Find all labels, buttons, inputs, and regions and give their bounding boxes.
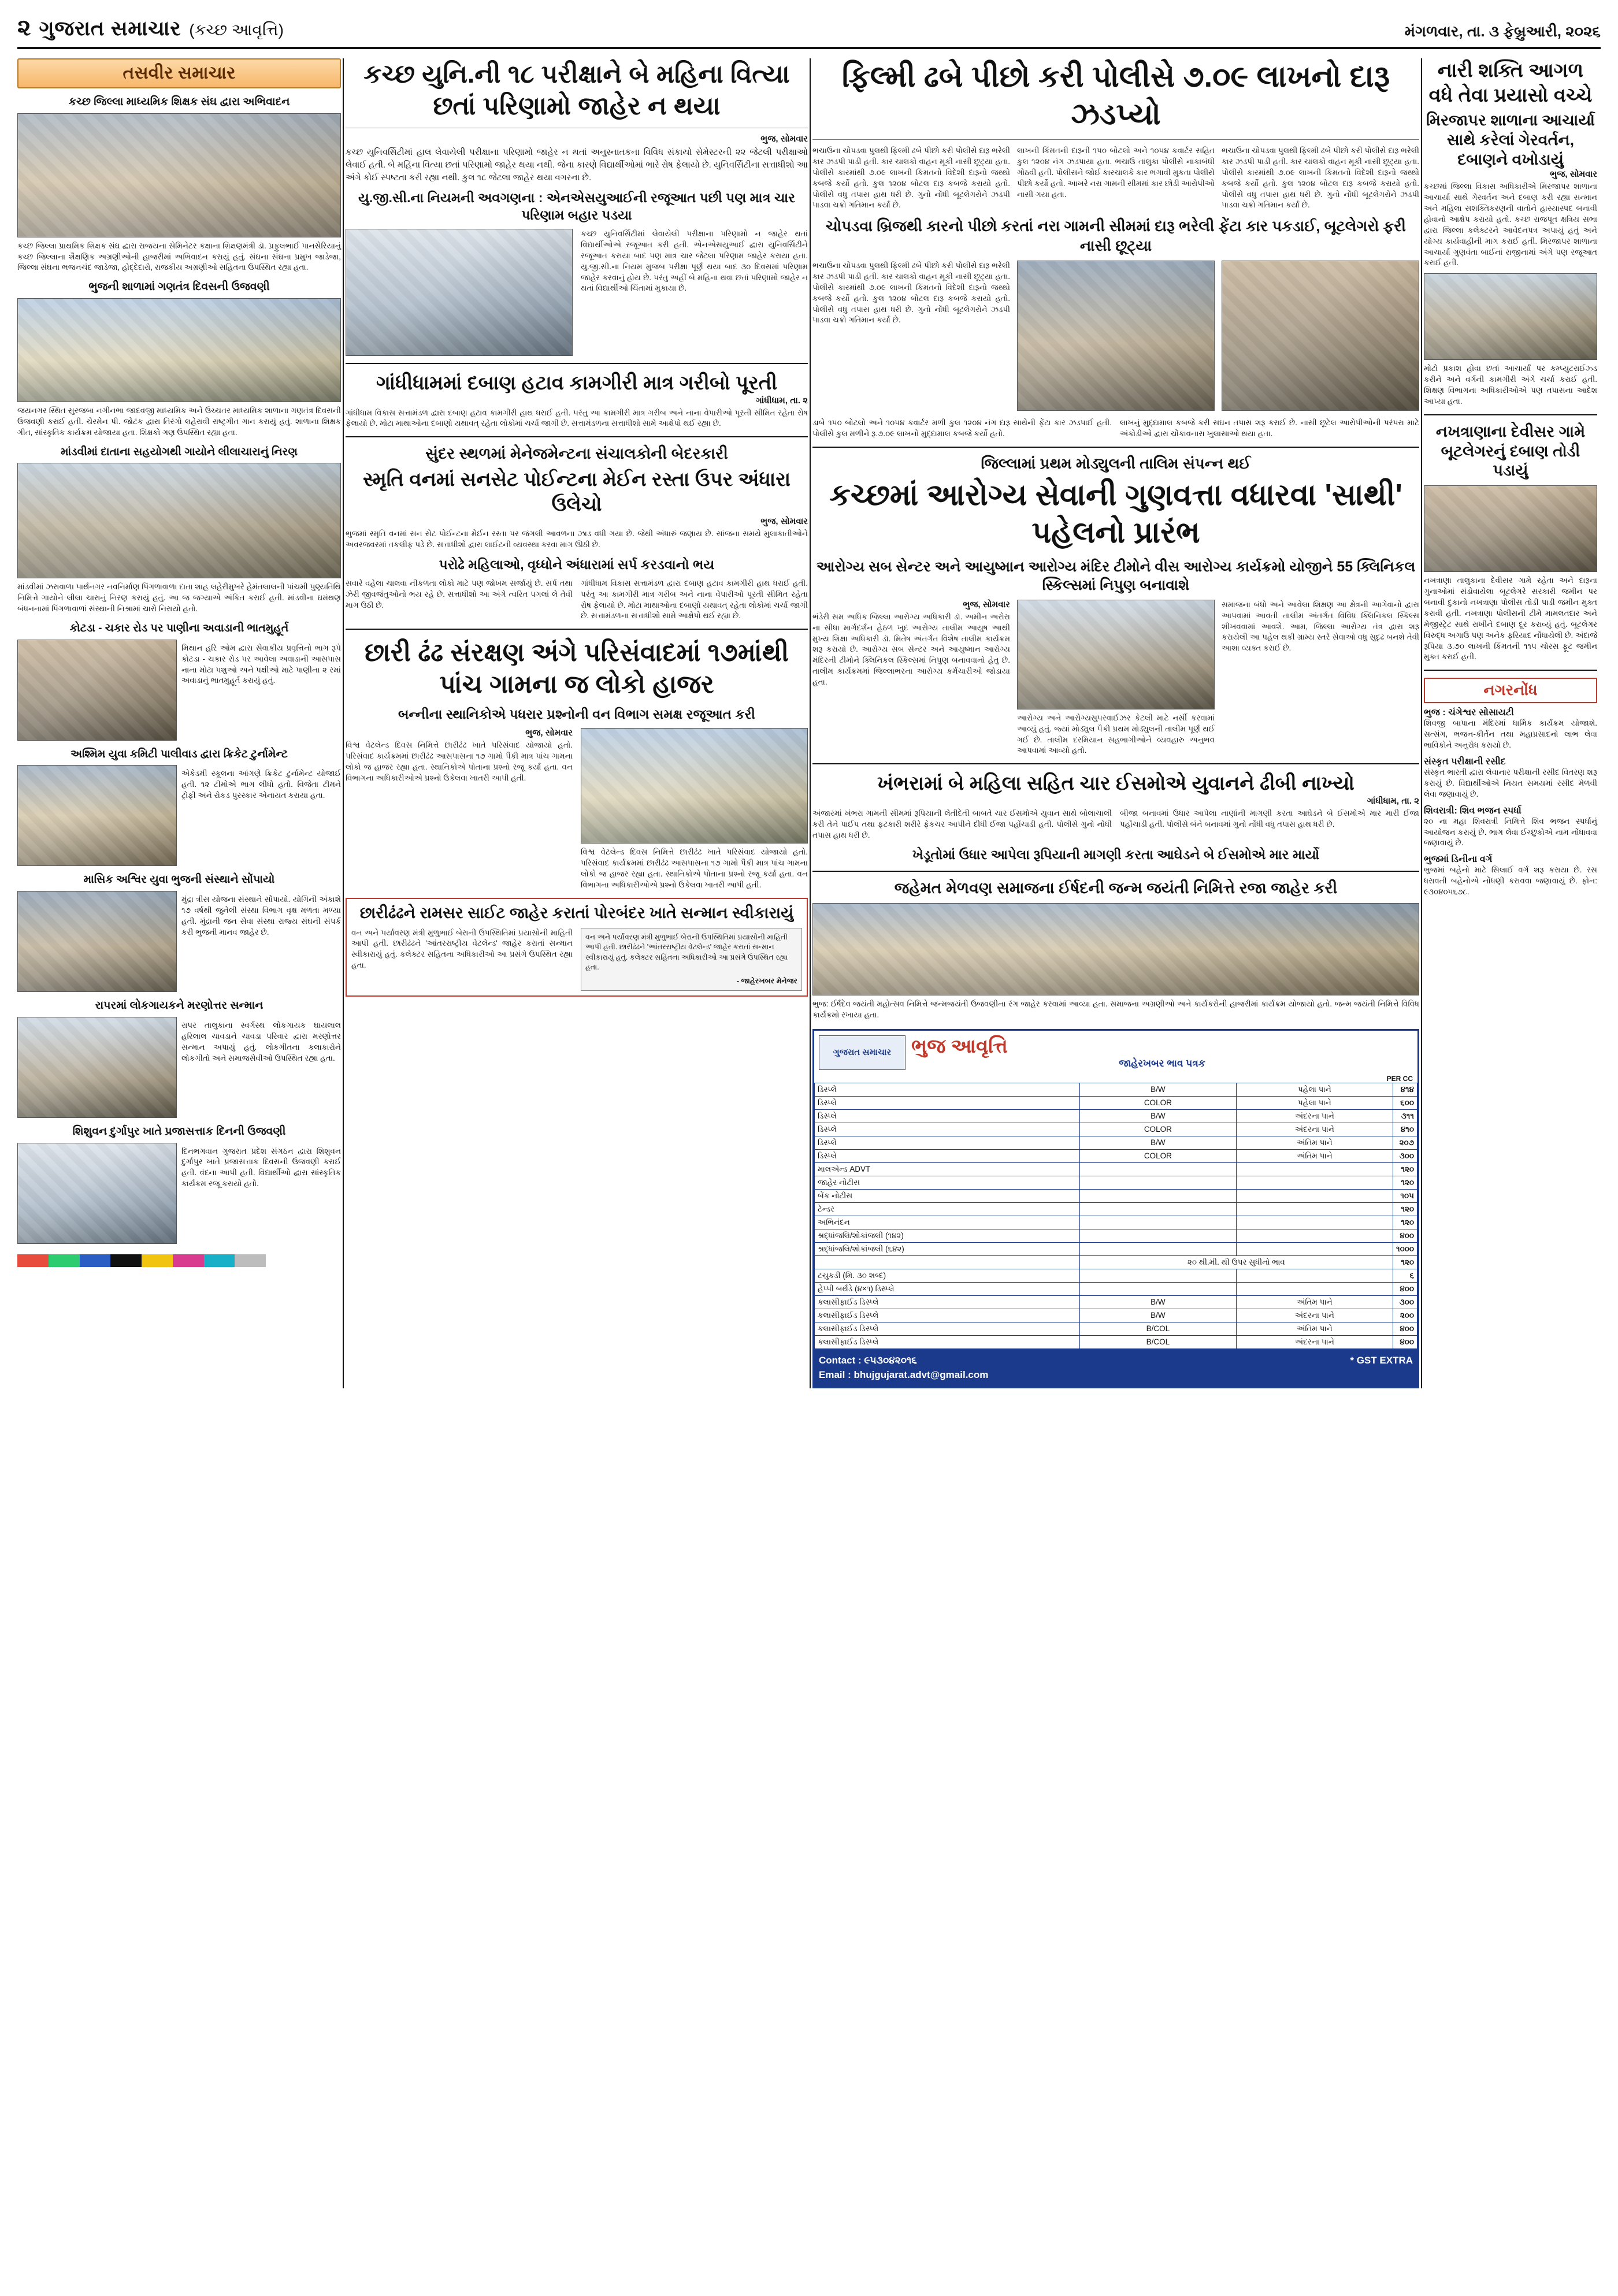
rate-value: ૪૦૦ bbox=[1393, 1322, 1417, 1335]
lead-headline: ફિલ્મી ઢબે પીછો કરી પોલીસે ૭.૦૯ લાખનો દારૂ ઝડપ્યો bbox=[841, 60, 1390, 131]
story-body: કચ્છ યુનિવર્સિટીમાં હાલ લેવાયેલી પરીક્ષાના પરિણામો જાહેર ન થતાં અનુસ્નાતકના વિવિધ સંકાયો સેમેસ્ટરની ૨૨ જેટલી પરીક્ષાઓ લેવાઈ હતી. બે મહિના વિત્યા છતાં પરિણામો જાહેર થયા નથી. જેના કારણે વિદ્યાર્થીઓમાં ભારે રોષ ફેલાયો છે. યુનિવર્સિટીના સત્તાધીશો આ અંગે કોઈ સ્પષ્ટતા કરી રહ્યા નથી. કુલ ૧૮ જેટલા જાહેર થયા વગરના છે. bbox=[346, 147, 808, 183]
column-divider bbox=[810, 58, 811, 1388]
rate-label: બેંક નોટીસ bbox=[815, 1189, 1080, 1202]
dateline: ગાંધીધામ, તા. ૨ bbox=[755, 395, 808, 406]
story-body: આરોગ્ય અને આરોગ્યસુપરવાઈઝર કેટલી માટે નર્સી કરવામાં આવ્યું હતું. જ્યાં મોડ્યુલ પૈકી પ્રથમ મોડ્યુલની તાલીમ પૂર્ણ થઈ ગઈ છે. તાલીમ દરમિયાન સહભાગીઓને વ્યવહારુ અનુભવ આપવામાં આવ્યો હતો. bbox=[1017, 713, 1215, 755]
story-kicker: જિલ્લામાં પ્રથમ મોડ્યુલની તાલિમ સંપન્ન થઈ bbox=[981, 454, 1251, 472]
rate-placement: અંદરના પાને bbox=[1236, 1335, 1393, 1348]
dateline: ભુજ, સોમવાર bbox=[525, 728, 573, 738]
nagarnond-item bbox=[1424, 757, 1597, 800]
tasveer-item bbox=[17, 999, 341, 1118]
rate-label: શ્રદ્ધાંજલિ/શોકાંજલી (૧૪૨) bbox=[815, 1229, 1080, 1242]
rate-type bbox=[1079, 1229, 1236, 1242]
tasveer-photo bbox=[17, 891, 177, 992]
story-body: ભચાઉના ચોપડવા પુલથી ફિલ્મી ઢબે પીછો કરી પોલીસે દારૂ ભરેલી કાર ઝડપી પાડી હતી. કાર ચાલકો વાહન મૂકી નાસી છૂટ્યા હતા. પોલીસે કારમાંથી ૭.૦૯ લાખની કિંમતનો વિદેશી દારૂનો જથ્થો કબજે કર્યો હતો. કુલ ૧૨૦૪ બોટલ દારૂ કબજે કરાયો હતો. પોલીસે વધુ તપાસ હાથ ધરી છે. ગુનો નોંધી બૂટલેગરોને ઝડપી પાડવા ચક્રો ગતિમાન કર્યા છે. bbox=[812, 261, 1010, 325]
rate-card-title: ભુજ આવૃત્તિ bbox=[911, 1035, 1008, 1058]
rate-placement: પહેલા પાને bbox=[1236, 1096, 1393, 1109]
rate-value: ૪૦૦ bbox=[1393, 1229, 1417, 1242]
story-headline: કચ્છ યુનિ.ની ૧૮ પરીક્ષાને બે મહિના વિત્યા છતાં પરિણામો જાહેર ન થયા bbox=[363, 60, 790, 120]
lead-story-columns bbox=[812, 146, 1419, 211]
dateline: ભુજ, સોમવાર bbox=[963, 599, 1010, 610]
table-row bbox=[815, 1123, 1417, 1136]
table-row bbox=[815, 1216, 1417, 1229]
dateline: ભુજ, સોમવાર bbox=[1550, 169, 1597, 180]
tasveer-photo-pair bbox=[17, 640, 341, 741]
tasveer-photo-pair bbox=[17, 891, 341, 992]
tasveer-caption: મુંદ્રા ત્રીસ યોજના સંસ્થાને સોંપાયો. યોગિની અંકાશે ૧૭ વર્ષથી જુનેલી સંસ્થા વિભાગ વૃક્ષ મળતા મળ્યા હતી. મુંદ્રાની જન સેવા સંસ્થા રાજ્ય સંઘની સંપર્ક કરી ભુજની માનવ જાહેર છે. bbox=[181, 895, 341, 937]
email-label: Email : bbox=[819, 1369, 851, 1381]
health-col bbox=[1017, 600, 1215, 757]
byline: - જાહેરખબર મેનેજર bbox=[736, 976, 797, 985]
column-divider bbox=[343, 58, 344, 1388]
table-row bbox=[815, 1322, 1417, 1335]
rate-placement: અંદરના પાને bbox=[1236, 1123, 1393, 1136]
tasveer-photo-pair bbox=[17, 1017, 341, 1118]
table-row bbox=[815, 1269, 1417, 1282]
edition-label: (કચ્છ આવૃત્તિ) bbox=[189, 21, 284, 39]
story-headline: ખંભરામાં બે મહિલા સહિત ચાર ઈસમોએ યુવાનને ઢીબી નાખ્યો bbox=[877, 772, 1354, 795]
rate-label: જાહેર નોટીસ bbox=[815, 1176, 1080, 1189]
rate-value: ૪૦૦ bbox=[1393, 1282, 1417, 1295]
rate-placement bbox=[1236, 1282, 1393, 1295]
health-col bbox=[812, 600, 1010, 757]
tasveer-photo bbox=[17, 113, 341, 237]
rate-label: કલાસીફાઈડ ડિસ્પ્લે bbox=[815, 1309, 1080, 1322]
story-headline: જહેમત મેળવણ સમાજના ઈર્ષદની જન્મ જયંતી નિમિત્તે રજા જાહેર કરી bbox=[894, 879, 1338, 897]
story-body: ભંડેરી સમ અધિક જિલ્લા આરોગ્ય અધિકારી ડૉ. અમીન અરોરા ના સીધા માર્ગદર્શન હેઠળ ખુદ આરોગ્ય તાલીમ આયુષ આથી મુખ્ય શિક્ષા અધિકારી ડૉ. મિતેષ અંતર્ગત વિશેષ તાલીમ કાર્યક્રમ શરૂ કરાયો છે. આરોગ્ય સબ સેન્ટર અને આયુષ્માન આરોગ્ય મંદિરની ટીમોને ક્લિનિકલ સ્કિલ્સમાં નિપુણ બનાવવાનો હેતુ છે. તાલીમ કાર્યક્રમમાં જિલ્લાભરના આરોગ્ય કર્મચારીઓ જોડાયા હતા. bbox=[812, 612, 1010, 687]
rate-value: ૩૦૦ bbox=[1393, 1149, 1417, 1162]
tasveer-caption: માંડવીમાં ઝરાવાળા પાર્થનગર નવનિર્માણ પિંગળાવાળા દાતા શાહ લહેરીમુખરે હેમંતલાલની પાંચમી પુણ્યતિથિ નિમિત્તે ગાયોને લીલા ચારાનું નિરણ કરાયું હતું. આ જ જગ્યાએ અંકિત કરાઈ હતી. માંડવીના ઘમંથણ બંધનનામાં પિંગળાવાળાં સંસ્થાની નિશ્રામાં ચારો નિરાયો હતો. bbox=[17, 582, 341, 614]
rate-label: શ્રદ્ધાંજલિ/શોકાંજલી (૬૪૨) bbox=[815, 1242, 1080, 1255]
tasveer-caption: જયનગર સ્થિત સુરજબા નગીનભા જાદવજી માધ્યમિક અને ઉચ્ચતર માધ્યમિક શાળાના ગણતંત્ર દિવસની ઉજવણી કરાઈ હતી. ચેરમેન પી. જોટંક દ્વારા તિરંગો લહેરાવી રાષ્ટ્રગીત ગાન કરાયું હતું. શાળાના શિક્ષક ગીત, સાંસ્કૃતિક કાર્યક્રમ યોજાયા હતા. શિક્ષકો ગણ ઉપસ્થિત રહ્યા હતા. bbox=[17, 406, 341, 437]
page-grid bbox=[17, 58, 1601, 1388]
story-body: ગાંધીધામ વિકાસ સત્તામંડળ દ્વારા દબાણ હટાવ કામગીરી હાથ ધરાઈ હતી. પરંતુ આ કામગીરી માત્ર ગરીબ અને નાના વેપારીઓ પૂરતી સીમિત રહેતા રોષ ફેલાયો છે. મોટા માથાઓના દબાણો યથાવત્ રહેતા લોકોમાં ચર્ચા જાગી છે. સત્તામંડળના સત્તાધીશો સામે આક્ષેપો થઈ રહ્યા છે. bbox=[581, 578, 808, 621]
story-body: સવારે વહેલા ચાલવા નીકળતા લોકો માટે પણ જોખમ સર્જાયું છે. સર્પ તથા ઝેરી જીવજંતુઓનો ભય રહે છે. સત્તાધીશો આ અંગે ત્વરિત પગલાં લે તેવી માગ ઉઠી છે. bbox=[346, 578, 573, 610]
table-row bbox=[815, 1309, 1417, 1322]
lead-photo-captions bbox=[812, 414, 1419, 440]
story-photo bbox=[1222, 261, 1419, 411]
story-body: ભચાઉના ચોપડવા પુલથી ફિલ્મી ઢબે પીછો કરી પોલીસે દારૂ ભરેલી કાર ઝડપી પાડી હતી. કાર ચાલકો વાહન મૂકી નાસી છૂટ્યા હતા. પોલીસે કારમાંથી ૭.૦૯ લાખની કિંમતનો વિદેશી દારૂનો જથ્થો કબજે કર્યો હતો. કુલ ૧૨૦૪ બોટલ દારૂ કબજે કરાયો હતો. પોલીસે વધુ તપાસ હાથ ધરી છે. ગુનો નોંધી બૂટલેગરોને ઝડપી પાડવા ચક્રો ગતિમાન કર્યા છે. bbox=[812, 146, 1010, 210]
per-cc-label: PER CC bbox=[1386, 1074, 1413, 1083]
rate-label: હેપ્પી બર્થડે (૪×૧) ડિસ્પ્લે bbox=[815, 1282, 1080, 1295]
rate-label: માલએન્ડ ADVT bbox=[815, 1162, 1080, 1176]
tasveer-photo bbox=[17, 1017, 177, 1118]
redbox-inset-text: વન અને પર્યાવરણ મંત્રી મુળુભાઈ બેરાની ઉપસ્થિતિમાં પ્રયાસોની માહિતી આપી હતી. છારીઢંઢને 'આંતરરાષ્ટ્રીય વેટલેન્ડ' જાહેર કરાતાં સન્માન સ્વીકારાયું હતું. કલેક્ટર સહિતના અધિકારીઓ આ પ્રસંગે ઉપસ્થિત રહ્યા હતા. bbox=[585, 932, 788, 971]
story-headline: કચ્છમાં આરોગ્ય સેવાની ગુણવત્તા વધારવા 'સાથી' પહેલનો પ્રારંભ bbox=[829, 478, 1402, 549]
story-subhead: પરોઢે મહિલાઓ, વૃધ્ધોને અંધારામાં સર્પ કરડવાનો ભય bbox=[439, 556, 715, 572]
tasveer-caption: મિથાન હરિ ઓમ દ્વારા સેવાકીય પ્રવૃત્તિનો ભાગ રૂપે કોટડા - ચકાર રોડ પર આવેલા અવાડાની આસપાસ નાના મોટા પશુઓ અને પક્ષીઓ માટે પાણીના ૨ રમાં અવાડાનું ભાતમુહૂર્ત કરાયું હતું. bbox=[181, 643, 341, 685]
table-row bbox=[815, 1229, 1417, 1242]
story-photo-caption: મોટો પ્રકાશ હોવા છતાં આચાર્યાં પર કમ્પ્યુટરાઈઝ્ડ કરીને અને વર્ગની કામગીરી અંગે ચર્ચા કરાઈ હતી. શિક્ષણ વિભાગના અધિકારીઓએ પણ તપાસના આદેશ આપ્યા હતા. bbox=[1424, 364, 1597, 406]
nagarnond-item bbox=[1424, 855, 1597, 898]
rate-value: ૧૨૦ bbox=[1393, 1176, 1417, 1189]
registration-color-bar bbox=[17, 1254, 266, 1267]
story-body: ગાંધીધામ વિકાસ સત્તામંડળ દ્વારા દબાણ હટાવ કામગીરી હાથ ધરાઈ હતી. પરંતુ આ કામગીરી માત્ર ગરીબ અને નાના વેપારીઓ પૂરતી સીમિત રહેતા રોષ ફેલાયો છે. મોટા માથાઓના દબાણો યથાવત્ રહેતા લોકોમાં ચર્ચા જાગી છે. સત્તામંડળના સત્તાધીશો સામે આક્ષેપો થઈ રહ્યા છે. bbox=[346, 408, 808, 428]
table-row bbox=[815, 1295, 1417, 1309]
photo-cell bbox=[1017, 261, 1215, 411]
nagarnond-title: સંસ્કૃત પરીક્ષાની રસીદ bbox=[1424, 756, 1506, 767]
story-body: કચ્છમાં જિલ્લા વિકાસ અધિકારીએ મિરજાપર શાળાના આચાર્યા સાથે ગેરવર્તન અને દબાણ કરી રહ્યા સન્માન અને મહિલા સશક્તિકરણની વાતોને હાસ્યાસ્પદ બનાવી હોવાનો આક્ષેપ કરાયો હતો. કચ્છ રાજપૂત ક્ષત્રિય સભા દ્વારા જિલ્લા કલેક્ટરને આવેદનપત્ર અપાયું હતું અને યોગ્ય કાર્યવાહીની માગ કરાઈ હતી. મિરજાપર શાળાના આચાર્યા ગુણવંતા બાઈનાં રાજીનામાં અંગે પણ રજૂઆત કરાઈ હતી. bbox=[1424, 182, 1597, 268]
rate-placement bbox=[1236, 1162, 1393, 1176]
rate-type: B/W bbox=[1079, 1295, 1236, 1309]
rate-value: ૧૦૦૦ bbox=[1393, 1242, 1417, 1255]
photo-cell bbox=[1222, 261, 1419, 411]
contact-line bbox=[819, 1353, 1413, 1368]
table-row bbox=[815, 1083, 1417, 1096]
table-row bbox=[815, 1162, 1417, 1176]
advertisement-rate-card bbox=[812, 1029, 1419, 1388]
tasveer-photo bbox=[17, 640, 177, 741]
rate-label: ડિસ્પ્લે bbox=[815, 1096, 1080, 1109]
rate-type bbox=[1079, 1189, 1236, 1202]
rate-card-subtitle: જાહેરખબર ભાવ પત્રક bbox=[1119, 1058, 1205, 1069]
tasveer-title: માંડવીમાં દાતાના સહયોગથી ગાયોને લીલાચારાનું નિરણ bbox=[61, 445, 298, 458]
table-row bbox=[815, 1335, 1417, 1348]
table-row bbox=[815, 1189, 1417, 1202]
tasveer-item bbox=[17, 280, 341, 438]
table-row bbox=[815, 1202, 1417, 1216]
story-photo-caption: ભુજ: ઈર્ષદેવ જયંતી મહોત્સવ નિમિત્તે જન્મજયંતી ઉજવણીના રંગ જાહેર કરવામાં આવ્યા હતા. સમાજના અગ્રણીઓ અને કાર્યકરોની હાજરીમાં કાર્યક્રમ યોજાયો હતો. જન્મ જયંતી નિમિત્તે વિવિધ કાર્યક્રમો રખાયા હતા. bbox=[812, 1000, 1419, 1019]
nagarnond-title: ભુજમાં ડિનીના વર્ગ bbox=[1424, 855, 1493, 865]
rate-label: ડિસ્પ્લે bbox=[815, 1109, 1080, 1123]
story-photo bbox=[581, 728, 808, 844]
column-three bbox=[812, 58, 1419, 1388]
story-photo-block bbox=[581, 728, 808, 891]
story-headline: છારી ઢંઢ સંરક્ષણ અંગે પરિસંવાદમાં ૧૭માંથી પાંચ ગામના જ લોકો હાજર bbox=[364, 638, 789, 699]
rate-label: ડિસ્પ્લે bbox=[815, 1123, 1080, 1136]
redbox-columns bbox=[351, 928, 802, 991]
tasveer-title: અશ્મિમ યુવા કમિટી પાલીવાડ દ્વારા ક્રિકેટ ટુર્નામેન્ટ bbox=[70, 748, 288, 760]
rate-value: ૨૦૦ bbox=[1393, 1309, 1417, 1322]
tasveer-photo bbox=[17, 298, 341, 402]
masthead bbox=[17, 15, 1601, 49]
tasveer-item bbox=[17, 622, 341, 741]
gst-note: * GST EXTRA bbox=[1350, 1354, 1413, 1366]
story-photo bbox=[346, 229, 573, 356]
rate-placement bbox=[1236, 1216, 1393, 1229]
story-body: અંજારમાં ખંભરા ગામની સીમમાં રૂપિયાની લેતીદેતી બાબતે ચાર ઈસમોએ યુવાન સાથે બોલાચાલી કરી તેને પાઈપ તથા ફટકારી શરીરે ફેકચર આપીને દીધી ઈજા પહોંચાડી હતી. પોલીસે ગુનો નોંધી તપાસ હાથ ધરી છે. bbox=[812, 808, 1112, 839]
story-photo-and-text bbox=[346, 728, 808, 891]
rate-type: B/W bbox=[1079, 1109, 1236, 1123]
page-number: ૨ bbox=[17, 15, 31, 40]
story-photo bbox=[1017, 600, 1215, 709]
redbox-headline: છારીઢંઢને રામસર સાઈટ જાહેર કરાતાં પોરબંદર ખાતે સન્માન સ્વીકારાયું bbox=[359, 904, 794, 922]
rate-table bbox=[814, 1083, 1417, 1349]
rate-type: COLOR bbox=[1079, 1149, 1236, 1162]
tasveer-item bbox=[17, 1125, 341, 1244]
contact-value: ૯૫૩૦૪૨૦૧૬ bbox=[864, 1354, 917, 1366]
story-body: ભચાઉના ચોપડવા પુલથી ફિલ્મી ઢબે પીછો કરી પોલીસે દારૂ ભરેલી કાર ઝડપી પાડી હતી. કાર ચાલકો વાહન મૂકી નાસી છૂટ્યા હતા. પોલીસે કારમાંથી ૭.૦૯ લાખની કિંમતનો વિદેશી દારૂનો જથ્થો કબજે કર્યો હતો. કુલ ૧૨૦૪ બોટલ દારૂ કબજે કરાયો હતો. પોલીસે વધુ તપાસ હાથ ધરી છે. ગુનો નોંધી બૂટલેગરોને ઝડપી પાડવા ચક્રો ગતિમાન કર્યા છે. bbox=[1222, 146, 1419, 210]
lead-subhead: ચોપડવા બ્રિજથી કારનો પીછો કરતાં નરા ગામની સીમમાં દારૂ ભરેલી ફેંટા કાર પકડાઈ, બૂટલેગરો ફરી નાસી છૂટ્યા bbox=[825, 217, 1406, 255]
story-photo bbox=[1424, 485, 1597, 572]
tasveer-item bbox=[17, 873, 341, 992]
rate-card-header bbox=[814, 1031, 1417, 1075]
health-story-columns bbox=[812, 600, 1419, 757]
story-subhead: આરોગ્ય સબ સેન્ટર અને આયુષ્માન આરોગ્ય મંદિર ટીમોને વીસ આરોગ્ય કાર્યક્રમો યોજીને 55 ક્લિનિકલ સ્કિલ્સમાં નિપુણ બનાવાશે bbox=[816, 558, 1416, 594]
story-photo-caption: નખત્રાણા તાલુકાના દેવીસર ગામે રહેતા અને દારૂના ગુનાઓમાં સંડોવાયેલા બૂટલેગરે સરકારી જમીન પર બનાવી દુકાનો નખત્રાણા પોલીસ તોડી પાડી જમીન મુક્ત કરાવી હતી. નખત્રાણા પોલીસની ટીમે મામલતદાર અને મેજીસ્ટ્રેટ સાથે રાખીને દબાણ દૂર કરાવ્યું હતું. બૂટલેગર વિરુદ્ધ અગાઉ પણ અનેક ફરિયાદ નોંધાયેલી છે. અંદાજે રૂપિયા ૩.૭૦ લાખની કિંમતની ૧૧૫ ચોરસ ફૂટ જમીન મુક્ત કરાઈ હતી. bbox=[1424, 576, 1597, 662]
story-subhead: યુ.જી.સી.ના નિયમની અવગણના : એનએસયુઆઈની રજૂઆત પછી પણ માત્ર ચાર પરિણામ બહાર પડયા bbox=[358, 190, 795, 223]
rate-label bbox=[815, 1255, 1080, 1269]
tasveer-caption: રાપર તાલુકાના સ્વર્ગસ્થ લોકગાયક ઘાયલાલ હરિલાલ ચાવડાને ચાવડા પરિવાર દ્વારા મરણોત્તર સન્માન અપાયું હતું. લોકગીતના કલાકારોને લોકગીતો અને સમાજસેવીઓ ઉપસ્થિત રહ્યા હતા. bbox=[181, 1020, 341, 1062]
rate-type: B/COL bbox=[1079, 1335, 1236, 1348]
rate-placement: અંતિમ પાને bbox=[1236, 1136, 1393, 1149]
dateline: ભુજ, સોમવાર bbox=[760, 517, 808, 527]
table-row bbox=[815, 1136, 1417, 1149]
rate-type bbox=[1079, 1282, 1236, 1295]
tasveer-item bbox=[17, 748, 341, 867]
assault-story-columns bbox=[812, 808, 1419, 841]
story-photo-and-text bbox=[346, 229, 808, 356]
tasveer-photo-pair bbox=[17, 1143, 341, 1244]
story-body: કચ્છ યુનિવર્સિટીમાં લેવાયેલી પરીક્ષાના પરિણામો ન જાહેર થતાં વિદ્યાર્થીઓએ રજૂઆત કરી હતી. એનએસયુઆઈ દ્વારા યુનિવર્સિટીને રજૂઆત કરાયા બાદ પણ માત્ર ચાર જેટલા પરિણામ જાહેર કરાયા હતા. યુ.જી.સી.ના નિયમ મુજબ પરીક્ષા પૂર્ણ થયા બાદ ૩૦ દિવસમાં પરિણામ જાહેર કરવાનું હોય છે. પરંતુ અહીં બે મહિના થવા છતાં પરિણામો જાહેર ન થતાં વિદ્યાર્થીઓ ચિંતામાં મુકાયા છે. bbox=[581, 229, 808, 293]
rate-label: ડિસ્પ્લે bbox=[815, 1083, 1080, 1096]
rate-type bbox=[1079, 1269, 1236, 1282]
rate-label: અભિનંદન bbox=[815, 1216, 1080, 1229]
tasveer-photo bbox=[17, 1143, 177, 1244]
rate-type bbox=[1079, 1216, 1236, 1229]
rate-value: ૧૨૦ bbox=[1393, 1216, 1417, 1229]
rate-placement: અંદરના પાને bbox=[1236, 1109, 1393, 1123]
nagarnond-item bbox=[1424, 806, 1597, 849]
story-body: લાખની કિંમતની દારૂની ૧૫૦ બોટલો અને ૧૦૫૪ કવાર્ટર સહિત કુલ ૧૨૦૪ નંગ ઝડપાયા હતા. ભચાઉ તાલુકા પોલીસે નાકાબંધી ગોઠવી હતી. પોલીસને જોઈ કારચાલકે કાર ભગાવી મુકતા પોલીસે પીછો કર્યો હતો. આખરે નરા ગામની સીમમાં કાર છોડી આરોપીઓ નાસી ગયા હતા. bbox=[1017, 146, 1215, 199]
story-subheadline: મિરજાપર શાળાના આચાર્યા સાથે કરેલાં ગેરવર્તન, દબાણને વખોડાયું bbox=[1426, 112, 1595, 168]
rate-value: ૪૧૦ bbox=[1393, 1123, 1417, 1136]
rate-value: ૧૦૫ bbox=[1393, 1189, 1417, 1202]
redbox-story bbox=[346, 898, 808, 997]
rate-type bbox=[1079, 1202, 1236, 1216]
tasveer-title: ભુજની શાળામાં ગણતંત્ર દિવસની ઉજવણી bbox=[88, 281, 270, 293]
story-headline: સ્મૃતિ વનમાં સનસેટ પોઈન્ટના મેઈન રસ્તા ઉપર અંધારા ઉલેચો bbox=[362, 469, 791, 515]
dateline: ગાંધીધામ, તા. ૨ bbox=[1367, 796, 1419, 806]
tasveer-photo-pair bbox=[17, 765, 341, 866]
rate-value: ૧૨૦ bbox=[1393, 1162, 1417, 1176]
rate-type bbox=[1079, 1176, 1236, 1189]
story-photo bbox=[1424, 273, 1597, 360]
nagarnond-body: સંસ્કૃત ભારતી દ્વારા લેવાનાર પરીક્ષાની રસીદ વિતરણ શરૂ કરાયું છે. વિદ્યાર્થીઓએ નિયત સમયમાં રસીદ મેળવી લેવા જણાવાયું છે. bbox=[1424, 767, 1597, 798]
story-headline: નારી શક્તિ આગળ વધે તેવા પ્રયાસો વચ્ચે bbox=[1428, 60, 1593, 106]
tasveer-caption: એકેડમી સ્કૂલના આંગણે ક્રિકેટ ટુર્નામેન્ટ યોજાઈ હતી. ૧૨ ટીમોએ ભાગ લીધો હતો. વિજેતા ટીમને ટ્રોફી અને રોકડ પુરસ્કાર એનાયત કરાયા હતા. bbox=[181, 769, 341, 800]
story-subhead: બન્નીના સ્થાનિકોએ પધરાર પ્રશ્નોની વન વિભાગ સમક્ષ રજૂઆત કરી bbox=[398, 707, 755, 722]
rate-placement bbox=[1236, 1176, 1393, 1189]
story-subhead: ખેડૂતોમાં ઉધાર આપેલા રૂપિયાની માગણી કરતા આઘેડને બે ઈસમોએ માર માર્યો bbox=[912, 847, 1320, 863]
nagarnond-item bbox=[1424, 708, 1597, 751]
story-text-block bbox=[346, 728, 573, 891]
tasveer-caption: દિનભગવાન ગુજરાત પ્રદેશ સંગઠન દ્વારા શિશુવન દુર્ગાપુર ખાતે પ્રજાસત્તાક દિવસની ઉજવણી કરાઈ હતી. વંદના આપી હતી. વિદ્યાર્થીઓ દ્વારા સાંસ્કૃતિક કાર્યક્રમ રજૂ કરાયો હતો. bbox=[181, 1146, 341, 1188]
dateline: ભુજ, સોમવાર bbox=[760, 134, 808, 144]
rate-placement bbox=[1236, 1269, 1393, 1282]
contact-label: Contact : bbox=[819, 1354, 862, 1366]
rate-placement: અંતિમ પાને bbox=[1236, 1149, 1393, 1162]
story-body: ભુજમાં સ્મૃતિ વનમાં સન સેટ પોઈન્ટના મેઈન રસ્તા પર જંગલી આવળના ઝાડ વધી ગયા છે. જેથી અંધારું જણાય છે. સાંજના સમયે મુલાકાતીઓને અવરજવરમાં તકલીફ પડે છે. સત્તાધીશો દ્વારા લાઈટની વ્યવસ્થા કરવા માગ ઊઠી છે. bbox=[346, 529, 808, 549]
nagarnond-title: ભુજ : ચંગેશ્વર સોસાયટી bbox=[1424, 708, 1514, 718]
rate-placement: અંતિમ પાને bbox=[1236, 1295, 1393, 1309]
story-headline: નખત્રાણાના દેવીસર ગામે બૂટલેગરનું દબાણ તોડી પડાયું bbox=[1435, 422, 1586, 480]
story-kicker: સુંદર સ્થળમાં મેનેજમેન્ટના સંચાલકોની બેદરકારી bbox=[425, 445, 728, 463]
rate-label: ડિસ્પ્લે bbox=[815, 1136, 1080, 1149]
rate-label: ટચુકડી (મિ. ૩૦ શબ્દ) bbox=[815, 1269, 1080, 1282]
rate-placement bbox=[1236, 1189, 1393, 1202]
paper-logo: ગુજરાત સમાચાર bbox=[819, 1035, 906, 1070]
story-body: બીજા બનાવમાં ઉધાર આપેલા નાણાંની માગણી કરતા આઘેડને બે ઈસમોએ માર મારી ઈજા પહોંચાડી હતી. પોલીસે બંને બનાવમાં ગુનો નોંધી વધુ તપાસ હાથ ધરી છે. bbox=[1120, 808, 1419, 829]
rate-value: ૪૦૦ bbox=[1393, 1335, 1417, 1348]
rate-type bbox=[1079, 1242, 1236, 1255]
rate-type: B/W bbox=[1079, 1136, 1236, 1149]
tasveer-photo bbox=[17, 463, 341, 578]
rate-placement bbox=[1236, 1202, 1393, 1216]
tasveer-title: કચ્છ જિલ્લા માધ્યમિક શિક્ષક સંઘ દ્વારા અભિવાદન bbox=[68, 96, 290, 108]
rate-label: ટેન્ડર bbox=[815, 1202, 1080, 1216]
table-row bbox=[815, 1255, 1417, 1269]
rate-placement: પહેલા પાને bbox=[1236, 1083, 1393, 1096]
rate-label: કલાસીફાઈડ ડિસ્પ્લે bbox=[815, 1335, 1080, 1348]
nagarnond-body: ભુજમાં બહેનો માટે સિલાઈ વર્ગ શરૂ કરાયા છે. રસ ધરાવતી બહેનોએ નોંધણી કરાવવા જણાવાયું છે. ફોન: ૯૩૦૪૦૫૬૭૮. bbox=[1424, 865, 1597, 897]
rate-value: ૨૦૭ bbox=[1393, 1136, 1417, 1149]
rate-value: ૩૦૦ bbox=[1393, 1295, 1417, 1309]
photo-caption-right: લાખનું મુદ્દામાલ કબજે કરી સઘન તપાસ શરૂ કરાઈ છે. નાસી છૂટેલ આરોપીઓની પરંપરા માટે અંકોડીઓ દ્વારા ચોંકાવનારા ખુલાસાઓ થયા હતા. bbox=[1120, 418, 1419, 438]
column-divider bbox=[1421, 58, 1422, 1388]
rate-type: COLOR bbox=[1079, 1096, 1236, 1109]
rate-note: ૨૦ થી.મી. થી ઉપર સુધીનો ભાવ bbox=[1079, 1255, 1393, 1269]
health-col bbox=[1222, 600, 1419, 757]
date-line: મંગળવાર, તા. ૩ ફેબ્રુઆરી, ૨૦૨૬ bbox=[1404, 23, 1601, 40]
column-tasveer bbox=[17, 58, 341, 1388]
table-row bbox=[815, 1109, 1417, 1123]
story-sub-columns bbox=[346, 578, 808, 622]
tasveer-title: માસિક અશ્વિર યુવા ભુજની સંસ્થાને સોંપાયો bbox=[83, 874, 275, 886]
rate-label: કલાસીફાઈડ ડિસ્પ્લે bbox=[815, 1295, 1080, 1309]
table-row bbox=[815, 1242, 1417, 1255]
rate-value: ૪૧૪ bbox=[1393, 1083, 1417, 1096]
rate-table-body bbox=[815, 1083, 1417, 1348]
rate-label: કલાસીફાઈડ ડિસ્પ્લે bbox=[815, 1322, 1080, 1335]
rate-value: ૧૨૦ bbox=[1393, 1255, 1417, 1269]
redbox-body: વન અને પર્યાવરણ મંત્રી મુળુભાઈ બેરાની ઉપસ્થિતિમાં પ્રયાસોની માહિતી આપી હતી. છારીઢંઢને 'આંતરરાષ્ટ્રીય વેટલેન્ડ' જાહેર કરાતાં સન્માન સ્વીકારાયું હતું. કલેક્ટર સહિતના અધિકારીઓ આ પ્રસંગે ઉપસ્થિત રહ્યા હતા. bbox=[351, 928, 573, 970]
rate-type: B/W bbox=[1079, 1083, 1236, 1096]
photo-cell bbox=[812, 261, 1010, 411]
table-row bbox=[815, 1096, 1417, 1109]
lead-photos bbox=[812, 261, 1419, 411]
rate-label: ડિસ્પ્લે bbox=[815, 1149, 1080, 1162]
tasveer-item bbox=[17, 445, 341, 615]
table-row bbox=[815, 1176, 1417, 1189]
table-row bbox=[815, 1282, 1417, 1295]
tasveer-title: શિશુવન દુર્ગાપુર ખાતે પ્રજાસત્તાક દિનની ઉજવણી bbox=[72, 1125, 286, 1138]
masthead-left bbox=[17, 15, 284, 41]
column-four bbox=[1424, 58, 1597, 1388]
assault-col bbox=[1120, 808, 1419, 841]
story-headline: ગાંધીધામમાં દબાણ હટાવ કામગીરી માત્ર ગરીબો પૂરતી bbox=[376, 372, 778, 395]
rate-card-titles bbox=[911, 1035, 1413, 1069]
tasveer-section-title: તસવીર સમાચાર bbox=[17, 58, 341, 88]
story-body: સમાજના બંધો અને આવેલા શિક્ષણ આ ક્ષેત્રની આગેવાનો દ્વારા આપવામાં આવતી તાલીમ અંતર્ગત વિવિધ ક્લિનિકલ સ્કિલ્સ શીખવવામાં આવશે. આમ, જિલ્લા આરોગ્ય તંત્ર દ્વારા શરૂ કરાયેલી આ પહેલ થકી ગ્રામ્ય સ્તરે સેવાઓ વધુ સુદૃઢ બનશે તેવી આશા વ્યક્ત કરાઈ છે. bbox=[1222, 600, 1419, 653]
story-photo-caption: વિશ્વ વેટલેન્ડ દિવસ નિમિત્તે છારીઢંઢ ખાતે પરિસંવાદ યોજાયો હતો. પરિસંવાદ કાર્યક્રમમાં છારીઢંઢ આસપાસના ૧૭ ગામો પૈકી માત્ર પાંચ ગામના લોકો જ હાજર રહ્યા હતા. સ્થાનિકોએ પોતાના પ્રશ્નો રજૂ કર્યા હતા. વન વિભાગના અધિકારીઓએ પ્રશ્નો ઉકેલવા ખાતરી આપી હતી. bbox=[581, 848, 808, 889]
column-two bbox=[346, 58, 808, 1388]
email-line bbox=[819, 1368, 1413, 1383]
rate-placement: અંદરના પાને bbox=[1236, 1309, 1393, 1322]
rate-type: B/COL bbox=[1079, 1322, 1236, 1335]
tasveer-caption: કચ્છ જિલ્લા પ્રાથમિક શિક્ષક સંઘ દ્વારા રાજયના સેમિનેટર કક્ષાના શિક્ષણમંત્રી ડૉ. પ્રફુલભાઈ પાનસેરિયાનું કચ્છ જિલ્લાના શૈક્ષણિક અગ્રણીઓની હાજરીમાં અભિવાદન કરાયું હતું. સંઘના સંઘના પ્રમુખ જાડેજા, જિલ્લા સંઘના ભજનચંદ જાડેજા, હોદ્દેદારો, રાજકીય અગ્રણીઓ સહિતના ઉપસ્થિત રહ્યા હતા. bbox=[17, 241, 341, 272]
redbox-inset bbox=[581, 928, 802, 991]
rate-placement bbox=[1236, 1242, 1393, 1255]
rate-type: B/W bbox=[1079, 1309, 1236, 1322]
rate-value: ૧૨૦ bbox=[1393, 1202, 1417, 1216]
story-photo bbox=[1017, 261, 1215, 411]
rate-placement bbox=[1236, 1229, 1393, 1242]
tasveer-title: કોટડા - ચકાર રોડ પર પાણીના અવાડાની ભાતમુહૂર્ત bbox=[69, 622, 289, 635]
email-value: bhujgujarat.advt@gmail.com bbox=[853, 1369, 989, 1381]
tasveer-item bbox=[17, 95, 341, 273]
story-body: વિશ્વ વેટલેન્ડ દિવસ નિમિત્તે છારીઢંઢ ખાતે પરિસંવાદ યોજાયો હતો. પરિસંવાદ કાર્યક્રમમાં છારીઢંઢ આસપાસના ૧૭ ગામો પૈકી માત્ર પાંચ ગામના લોકો જ હાજર રહ્યા હતા. સ્થાનિકોએ પોતાના પ્રશ્નો રજૂ કર્યા હતા. વન વિભાગના અધિકારીઓએ પ્રશ્નો ઉકેલવા ખાતરી આપી હતી. bbox=[346, 741, 573, 782]
tasveer-photo bbox=[17, 765, 177, 866]
nagarnond-body: ૨૦ ના મહા શિવરાત્રી નિમિત્તે શિવ ભજન સ્પર્ધાનું આયોજન કરાયું છે. ભાગ લેવા ઈચ્છુકોએ નામ નોંધાવવા જણાવાયું છે. bbox=[1424, 816, 1597, 848]
rate-type: COLOR bbox=[1079, 1123, 1236, 1136]
rate-card-contact[interactable] bbox=[814, 1349, 1417, 1387]
nagarnond-section-title: નગરનોંધ bbox=[1424, 678, 1597, 703]
rate-value: ૩૧૧ bbox=[1393, 1109, 1417, 1123]
table-row bbox=[815, 1149, 1417, 1162]
tasveer-title: રાપરમાં લોકગાયકને મરણોત્તર સન્માન bbox=[95, 1000, 264, 1012]
rate-type bbox=[1079, 1162, 1236, 1176]
nagarnond-body: શિવજી બાપાના મંદિરમાં ધાર્મિક કાર્યક્રમ યોજાશે. સત્સંગ, ભજન-કીર્તન તથા મહાપ્રસાદનો લાભ લેવા ભાવિકોને અનુરોધ કરાયો છે. bbox=[1424, 719, 1597, 750]
rate-value: ૬ bbox=[1393, 1269, 1417, 1282]
photo-caption-left: ડાબે ૧૫૦ બોટલો અને ૧૦૫૪ કવાર્ટર મળી કુલ ૧૨૦૪ નંગ દારૂ સાથેની ફેંટા કાર ઝડપાઈ હતી. પોલીસે કુલ મળીને રૂ.૭.૦૯ લાખનો મુદ્દામાલ કબજે કર્યો હતો. bbox=[812, 418, 1112, 438]
rate-value: ૬૦૦ bbox=[1393, 1096, 1417, 1109]
story-photo bbox=[812, 903, 1419, 995]
nagarnond-title: શિવરાત્રી: શિવ ભજન સ્પર્ધા bbox=[1424, 805, 1521, 816]
paper-name: ગુજરાત સમાચાર bbox=[39, 16, 181, 40]
rate-placement: અંતિમ પાને bbox=[1236, 1322, 1393, 1335]
